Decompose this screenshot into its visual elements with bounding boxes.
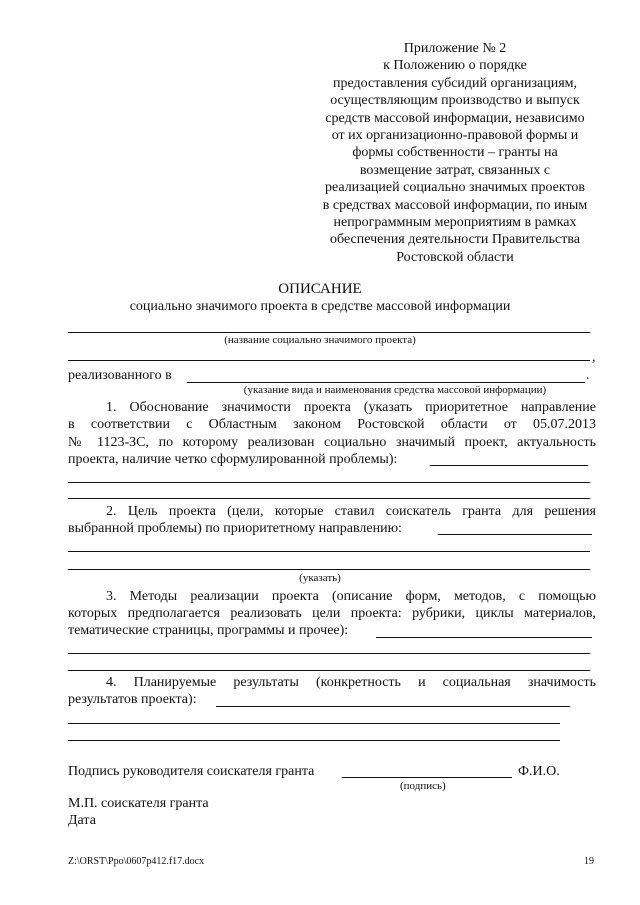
signature-label: Подпись руководителя соискателя гранта (68, 764, 315, 779)
section-1-line: № 1123-ЗС, по которому реализован социально значимый проект, актуальность (68, 435, 596, 450)
section-3-line: которых предполагается реализовать цели проекта: рубрики, циклы материалов, (68, 606, 596, 621)
project-name-line[interactable] (68, 332, 590, 333)
section-1-line-blank[interactable] (68, 482, 590, 483)
section-4-line-blank[interactable] (68, 740, 560, 741)
stamp-label: М.П. соискателя гранта (68, 796, 209, 811)
footer-path: Z:\ORST\Ppo\0607p412.f17.docx (68, 856, 205, 867)
specify-caption: (указать) (299, 572, 341, 584)
appendix-line: реализацией социально значимых проектов (324, 180, 586, 196)
section-4-line: результатов проекта): (68, 692, 197, 707)
section-4-field[interactable] (216, 706, 570, 707)
section-1-line: 1. Обоснование значимости проекта (указать приоритетное направление (106, 400, 596, 415)
section-4-line: 4. Планируемые результаты (конкретность и социальная значимость (106, 675, 596, 690)
section-4-line-blank[interactable] (68, 723, 560, 724)
section-3-line-blank[interactable] (68, 670, 590, 671)
section-2-line-blank[interactable] (68, 551, 590, 552)
project-name-line-2[interactable] (68, 360, 590, 361)
comma-mark: , (592, 350, 596, 365)
section-3-line: 3. Методы реализации проекта (описание форм, методов, с помощью (106, 589, 596, 604)
appendix-header (300, 40, 610, 266)
section-3-line-blank[interactable] (68, 653, 590, 654)
fio-label: Ф.И.О. (518, 764, 560, 779)
section-1-line: проекта, наличие четко сформулированной проблемы): (68, 452, 398, 467)
appendix-line: обеспечения деятельности Правительства (330, 232, 580, 248)
section-3-field[interactable] (376, 637, 592, 638)
appendix-line: средств массовой информации, независимо (325, 110, 585, 126)
realized-in-label: реализованного в (68, 368, 172, 383)
media-caption: (указание вида и наименования средства массовой информации) (243, 384, 547, 396)
section-3-line: тематические страницы, программы и прочее): (68, 623, 349, 638)
appendix-line: осуществляющим производство и выпуск (330, 93, 580, 109)
section-2-line-blank[interactable] (68, 569, 590, 570)
date-label: Дата (68, 813, 96, 828)
section-1-line: в соответствии с Областным законом Ростовской области от 05.07.2013 (68, 417, 596, 432)
appendix-line: предоставления субсидий организациям, (332, 75, 577, 91)
section-2-line: 2. Цель проекта (цели, которые ставил соискатель гранта для решения (106, 504, 596, 519)
appendix-line: непрограммным мероприятиям в рамках (333, 215, 577, 231)
appendix-line: к Положению о порядке (383, 58, 527, 74)
section-2-field[interactable] (438, 534, 592, 535)
document-title: ОПИСАНИЕ (278, 281, 362, 297)
page-number: 19 (584, 856, 594, 867)
appendix-line: возмещение затрат, связанных с (359, 162, 551, 178)
appendix-line: формы собственности – гранты на (352, 145, 558, 161)
section-1-line-blank[interactable] (68, 498, 590, 499)
section-1-field[interactable] (430, 465, 588, 466)
appendix-line: от их организационно-правовой формы и (331, 128, 579, 144)
signature-line[interactable] (342, 777, 512, 778)
period-mark: . (586, 368, 590, 383)
document-subtitle: социально значимого проекта в средстве массовой информации (129, 299, 511, 314)
appendix-line: Ростовской области (396, 249, 514, 265)
appendix-line: Приложение № 2 (403, 41, 507, 56)
signature-caption: (подпись) (400, 780, 446, 792)
section-2-line: выбранной проблемы) по приоритетному направлению: (68, 521, 402, 536)
project-name-caption: (название социально значимого проекта) (224, 334, 416, 346)
appendix-line: в средствах массовой информации, по иным (322, 197, 588, 213)
media-line[interactable] (187, 382, 585, 383)
